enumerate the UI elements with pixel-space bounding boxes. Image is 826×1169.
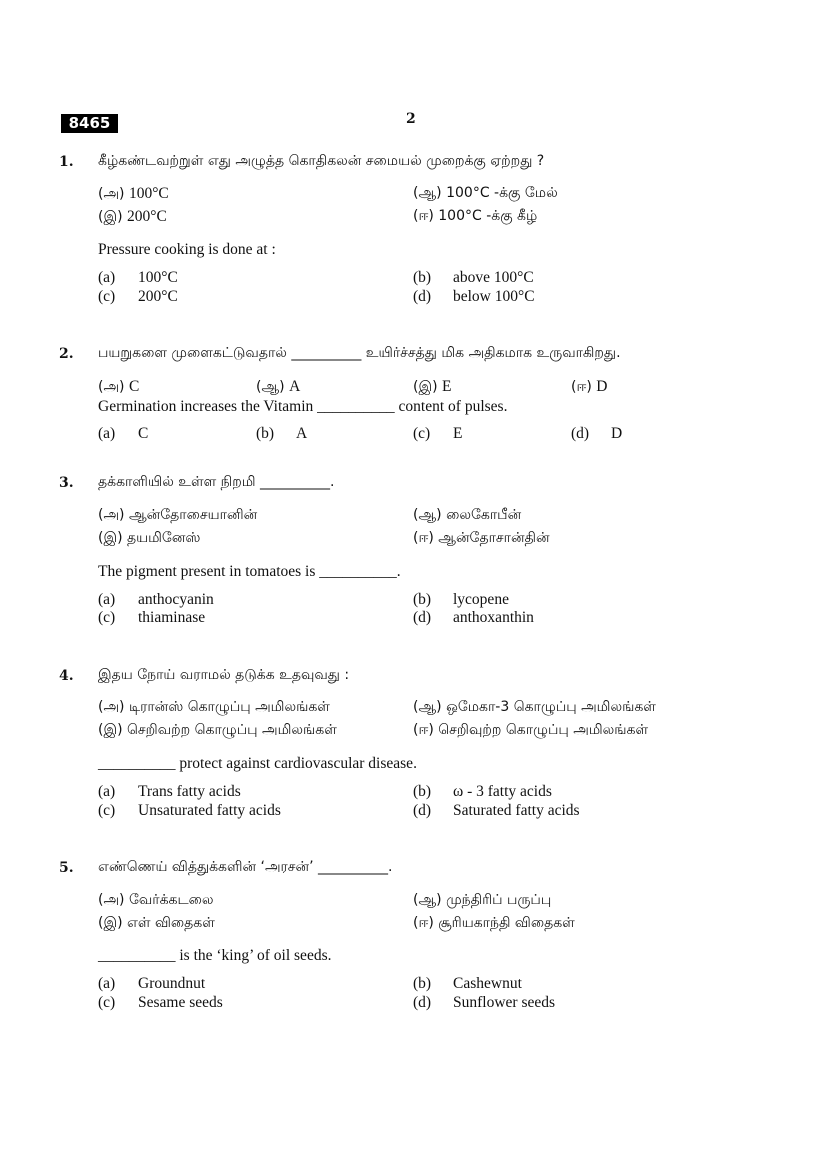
tamil-option: (அ) வேர்க்கடலை [98, 892, 214, 908]
tamil-option: (அ) ஆன்தோசையானின் [98, 507, 258, 523]
english-option: (b) ω - 3 fatty acids [413, 783, 552, 800]
english-option: (a) 100°C [98, 269, 178, 286]
english-question: __________ protect against cardiovascular disease. [98, 755, 417, 772]
english-option: (d) D [571, 425, 623, 442]
tamil-option: (ஆ) A [256, 378, 301, 395]
english-option: (a) C [98, 425, 149, 442]
tamil-option: (ஈ) சூரியகாந்தி விதைகள் [413, 915, 575, 931]
tamil-option: (ஆ) ஒமேகா-3 கொழுப்பு அமிலங்கள் [413, 699, 656, 715]
english-option: (b) above 100°C [413, 269, 534, 286]
english-option: (c) Unsaturated fatty acids [98, 802, 281, 819]
tamil-option: (ஈ) செறிவுற்ற கொழுப்பு அமிலங்கள் [413, 722, 649, 738]
english-option: (c) 200°C [98, 288, 178, 305]
english-option: (d) below 100°C [413, 288, 535, 305]
english-option: (a) Trans fatty acids [98, 783, 241, 800]
tamil-question: தக்காளியில் உள்ள நிறமி __________. [98, 474, 335, 490]
english-option: (a) Groundnut [98, 975, 206, 992]
tamil-option: (இ) செறிவற்ற கொழுப்பு அமிலங்கள் [98, 722, 337, 738]
question-number: 2. [59, 346, 74, 362]
tamil-option: (ஆ) 100°C -க்கு மேல் [413, 185, 558, 201]
tamil-option: (அ) C [98, 378, 140, 395]
tamil-option: (இ) தயமினேஸ் [98, 530, 201, 546]
english-option: (b) Cashewnut [413, 975, 522, 992]
tamil-option: (அ) டிரான்ஸ் கொழுப்பு அமிலங்கள் [98, 699, 330, 715]
tamil-option: (ஆ) லைகோபீன் [413, 507, 522, 523]
english-option: (b) A [256, 425, 308, 442]
english-option: (c) Sesame seeds [98, 994, 223, 1011]
tamil-option: (அ) 100°C [98, 185, 169, 202]
paper-code: 8465 [61, 114, 118, 133]
english-question: Pressure cooking is done at : [98, 241, 276, 258]
question-number: 5. [59, 860, 74, 876]
tamil-question: இதய நோய் வராமல் தடுக்க உதவுவது : [98, 667, 350, 683]
tamil-option: (ஈ) ஆன்தோசான்தின் [413, 530, 550, 546]
tamil-question: எண்ணெய் வித்துக்களின் ‘அரசன்’ __________. [98, 859, 393, 875]
english-option: (c) E [413, 425, 463, 442]
english-option: (d) anthoxanthin [413, 609, 534, 626]
tamil-question: கீழ்கண்டவற்றுள் எது அழுத்த கொதிகலன் சமையல் முறைக்கு ஏற்றது ? [98, 153, 545, 169]
question-number: 1. [59, 154, 74, 170]
english-question: __________ is the ‘king’ of oil seeds. [98, 947, 332, 964]
english-question: The pigment present in tomatoes is __________. [98, 563, 401, 580]
tamil-option: (இ) எள் விதைகள் [98, 915, 215, 931]
tamil-question: பயறுகளை முளைகட்டுவதால் __________ உயிர்ச்சத்து மிக அதிகமாக உருவாகிறது. [98, 345, 621, 361]
tamil-option: (ஆ) முந்திரிப் பருப்பு [413, 892, 552, 908]
page-number: 2 [406, 111, 416, 127]
tamil-option: (இ) 200°C [98, 208, 167, 225]
question-number: 3. [59, 475, 74, 491]
tamil-option: (ஈ) 100°C -க்கு கீழ் [413, 208, 538, 224]
question-number: 4. [59, 668, 74, 684]
tamil-option: (ஈ) D [571, 378, 608, 395]
english-option: (b) lycopene [413, 591, 509, 608]
english-option: (d) Sunflower seeds [413, 994, 556, 1011]
english-option: (a) anthocyanin [98, 591, 214, 608]
tamil-option: (இ) E [413, 378, 452, 395]
english-question: Germination increases the Vitamin __________ content of pulses. [98, 398, 508, 415]
english-option: (d) Saturated fatty acids [413, 802, 580, 819]
english-option: (c) thiaminase [98, 609, 206, 626]
